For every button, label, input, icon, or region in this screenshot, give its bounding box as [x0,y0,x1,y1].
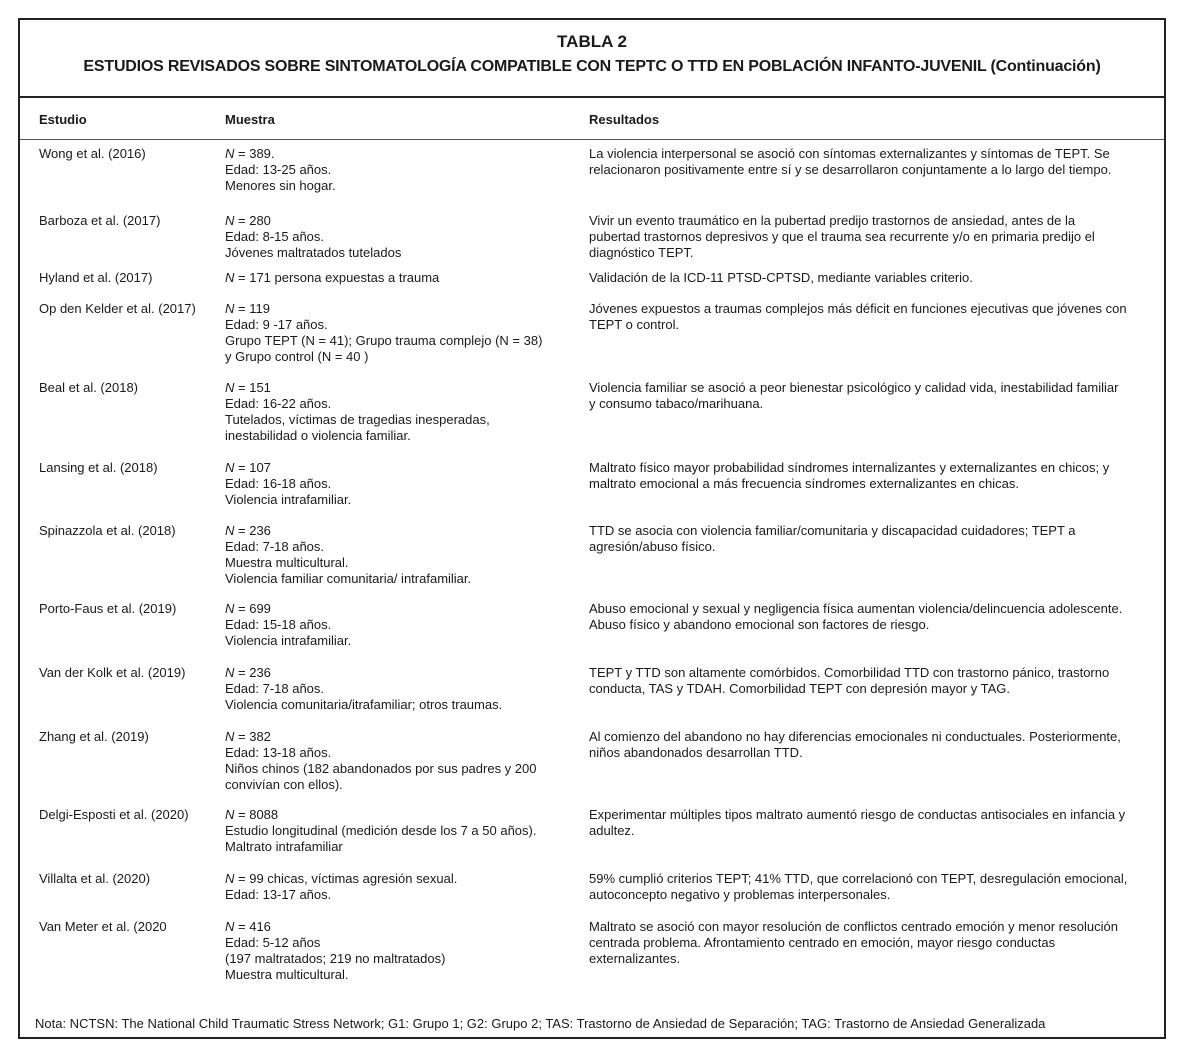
sample-line: Violencia comunitaria/itrafamiliar; otros traumas. [225,697,503,712]
sample-line: Jóvenes maltratados tutelados [225,245,402,260]
sample-line: Muestra multicultural. [225,555,349,570]
table-note: Nota: NCTSN: The National Child Traumatic Stress Network; G1: Grupo 1; G2: Grupo 2; TAS: Trastorno de Ansiedad de Separación; TAG: Trastorno de Ansiedad Generalizada [35,1016,1046,1031]
result-line: diagnóstico TEPT. [589,245,694,260]
cell-muestra [225,146,585,194]
cell-muestra [225,919,585,983]
result-line: 59% cumplió criterios TEPT; 41% TTD, que correlacionó con TEPT, desregulación emocional, [589,871,1128,886]
table-title-block [20,20,1164,98]
sample-line: Violencia intrafamiliar. [225,633,352,648]
result-line: centrada problema. Afrontamiento centrado en emoción, mayor riesgo conductas [589,935,1056,950]
sample-size-value: = 99 chicas, víctimas agresión sexual. [238,871,458,886]
cell-estudio: Villalta et al. (2020) [39,871,151,886]
cell-estudio: Wong et al. (2016) [39,146,146,161]
sample-size [225,807,585,823]
result-line: Validación de la ICD-11 PTSD-CPTSD, mediante variables criterio. [589,270,973,285]
cell-muestra [225,380,585,444]
sample-size [225,919,585,935]
result-line: TEPT y TTD son altamente comórbidos. Comorbilidad TTD con trastorno pánico, trastorno [589,665,1110,680]
sample-size-label: N [225,301,235,316]
sample-line: Edad: 7-18 años. [225,539,325,554]
header-estudio: Estudio [39,112,87,127]
table-title: TABLA 2 [557,32,627,51]
cell-muestra [225,523,585,587]
cell-estudio: Zhang et al. (2019) [39,729,149,744]
sample-size [225,460,585,476]
sample-size-label: N [225,146,235,161]
sample-size [225,146,585,162]
cell-estudio: Lansing et al. (2018) [39,460,158,475]
sample-line: Violencia intrafamiliar. [225,492,352,507]
cell-resultados [589,601,1155,633]
sample-line: Edad: 16-22 años. [225,396,332,411]
sample-size-label: N [225,871,235,886]
sample-line: Tutelados, víctimas de tragedias inesperadas, [225,412,490,427]
sample-size [225,601,585,617]
result-line: Experimentar múltiples tipos maltrato aumentó riesgo de conductas antisociales en infancia y [589,807,1126,822]
sample-line: Edad: 5-12 años [225,935,321,950]
sample-line: y Grupo control (N = 40 ) [225,349,369,364]
cell-resultados [589,871,1155,903]
result-line: maltrato emocional a más frecuencia síndromes externalizantes en chicas. [589,476,1019,491]
result-line: adultez. [589,823,635,838]
sample-line: Grupo TEPT (N = 41); Grupo trauma complejo (N = 38) [225,333,543,348]
cell-estudio: Hyland et al. (2017) [39,270,153,285]
cell-estudio: Barboza et al. (2017) [39,213,161,228]
cell-muestra [225,270,585,286]
cell-estudio: Spinazzola et al. (2018) [39,523,176,538]
result-line: Jóvenes expuestos a traumas complejos más déficit en funciones ejecutivas que jóvenes con [589,301,1127,316]
sample-line: Edad: 13-18 años. [225,745,332,760]
sample-size-value: = 416 [238,919,271,934]
sample-size-value: = 151 [238,380,271,395]
sample-size [225,871,585,887]
cell-muestra [225,301,585,365]
result-line: externalizantes. [589,951,681,966]
sample-size-label: N [225,380,235,395]
cell-resultados [589,146,1155,178]
result-line: agresión/abuso físico. [589,539,716,554]
sample-line: (197 maltratados; 219 no maltratados) [225,951,446,966]
result-line: autoconcepto negativo y problemas interpersonales. [589,887,891,902]
sample-size [225,301,585,317]
header-resultados: Resultados [589,112,660,127]
table-frame [18,18,1166,1039]
result-line: Abuso físico y abandono emocional son factores de riesgo. [589,617,930,632]
sample-size-label: N [225,729,235,744]
result-line: TTD se asocia con violencia familiar/comunitaria y discapacidad cuidadores; TEPT a [589,523,1076,538]
sample-line: Edad: 7-18 años. [225,681,325,696]
cell-muestra [225,460,585,508]
result-line: Maltrato se asoció con mayor resolución de conflictos centrado emoción y menor resolución [589,919,1118,934]
sample-size-label: N [225,665,235,680]
cell-estudio: Van der Kolk et al. (2019) [39,665,186,680]
sample-size-value: = 107 [238,460,271,475]
cell-resultados [589,729,1155,761]
result-line: La violencia interpersonal se asoció con síntomas externalizantes y síntomas de TEPT. Se [589,146,1110,161]
sample-size [225,270,585,286]
result-line: relacionaron positivamente entre sí y se desarrollaron conjuntamente a lo largo del tiempo. [589,162,1112,177]
sample-size-label: N [225,460,235,475]
sample-line: Estudio longitudinal (medición desde los 7 a 50 años). [225,823,537,838]
sample-size-value: = 280 [238,213,271,228]
result-line: Al comienzo del abandono no hay diferencias emocionales ni conductuales. Posteriormente, [589,729,1121,744]
sample-size-value: = 382 [238,729,271,744]
cell-muestra [225,871,585,903]
cell-resultados [589,380,1155,412]
sample-line: inestabilidad o violencia familiar. [225,428,411,443]
table-subtitle: ESTUDIOS REVISADOS SOBRE SINTOMATOLOGÍA COMPATIBLE CON TEPTC O TTD EN POBLACIÓN INFANTO-JUVENIL (Continuación) [83,58,1101,75]
sample-size-value: = 389. [238,146,275,161]
sample-size [225,729,585,745]
sample-line: Menores sin hogar. [225,178,336,193]
result-line: conducta, TAS y TDAH. Comorbilidad TEPT con depresión mayor y TAG. [589,681,1010,696]
cell-resultados [589,523,1155,555]
sample-size [225,213,585,229]
cell-estudio: Beal et al. (2018) [39,380,139,395]
sample-line: Edad: 13-25 años. [225,162,332,177]
cell-estudio: Van Meter et al. (2020 [39,919,167,934]
cell-muestra [225,601,585,649]
cell-resultados [589,807,1155,839]
sample-size [225,665,585,681]
sample-size-label: N [225,601,235,616]
cell-resultados [589,665,1155,697]
sample-size-label: N [225,523,235,538]
sample-size-label: N [225,807,235,822]
header-muestra: Muestra [225,112,275,127]
sample-size [225,523,585,539]
cell-resultados [589,270,1155,286]
result-line: pubertad trastornos depresivos y que el trauma sea recurrente y/o en primaria predijo el [589,229,1095,244]
sample-size-value: = 236 [238,523,271,538]
sample-size-label: N [225,919,235,934]
sample-line: Maltrato intrafamiliar [225,839,343,854]
cell-resultados [589,213,1155,261]
cell-muestra [225,729,585,793]
sample-size-value: = 119 [238,301,270,316]
result-line: niños abandonados desarrollan TTD. [589,745,803,760]
sample-size-value: = 236 [238,665,271,680]
sample-size-value: = 699 [238,601,271,616]
cell-estudio: Op den Kelder et al. (2017) [39,301,196,316]
result-line: TEPT o control. [589,317,680,332]
sample-size-label: N [225,270,235,285]
result-line: Violencia familiar se asoció a peor bienestar psicológico y calidad vida, inestabilidad familiar [589,380,1119,395]
result-line: Vivir un evento traumático en la pubertad predijo trastornos de ansiedad, antes de la [589,213,1076,228]
cell-resultados [589,919,1155,967]
sample-line: Violencia familiar comunitaria/ intrafamiliar. [225,571,472,586]
cell-estudio: Delgi-Esposti et al. (2020) [39,807,189,822]
cell-resultados [589,460,1155,492]
cell-muestra [225,665,585,713]
header-divider [20,139,1164,140]
sample-line: Muestra multicultural. [225,967,349,982]
sample-line: Edad: 15-18 años. [225,617,332,632]
sample-line: Edad: 13-17 años. [225,887,332,902]
sample-line: convivían con ellos). [225,777,343,792]
cell-muestra [225,213,585,261]
sample-size-value: = 8088 [238,807,279,822]
sample-line: Edad: 8-15 años. [225,229,325,244]
sample-size-value: = 171 persona expuestas a trauma [238,270,440,285]
result-line: y consumo tabaco/marihuana. [589,396,764,411]
cell-estudio: Porto-Faus et al. (2019) [39,601,177,616]
cell-resultados [589,301,1155,333]
sample-size-label: N [225,213,235,228]
sample-size [225,380,585,396]
sample-line: Edad: 16-18 años. [225,476,332,491]
sample-line: Edad: 9 -17 años. [225,317,328,332]
result-line: Maltrato físico mayor probabilidad síndromes internalizantes y externalizantes en chicos; y [589,460,1110,475]
cell-muestra [225,807,585,855]
result-line: Abuso emocional y sexual y negligencia física aumentan violencia/delincuencia adolescente. [589,601,1123,616]
sample-line: Niños chinos (182 abandonados por sus padres y 200 [225,761,537,776]
